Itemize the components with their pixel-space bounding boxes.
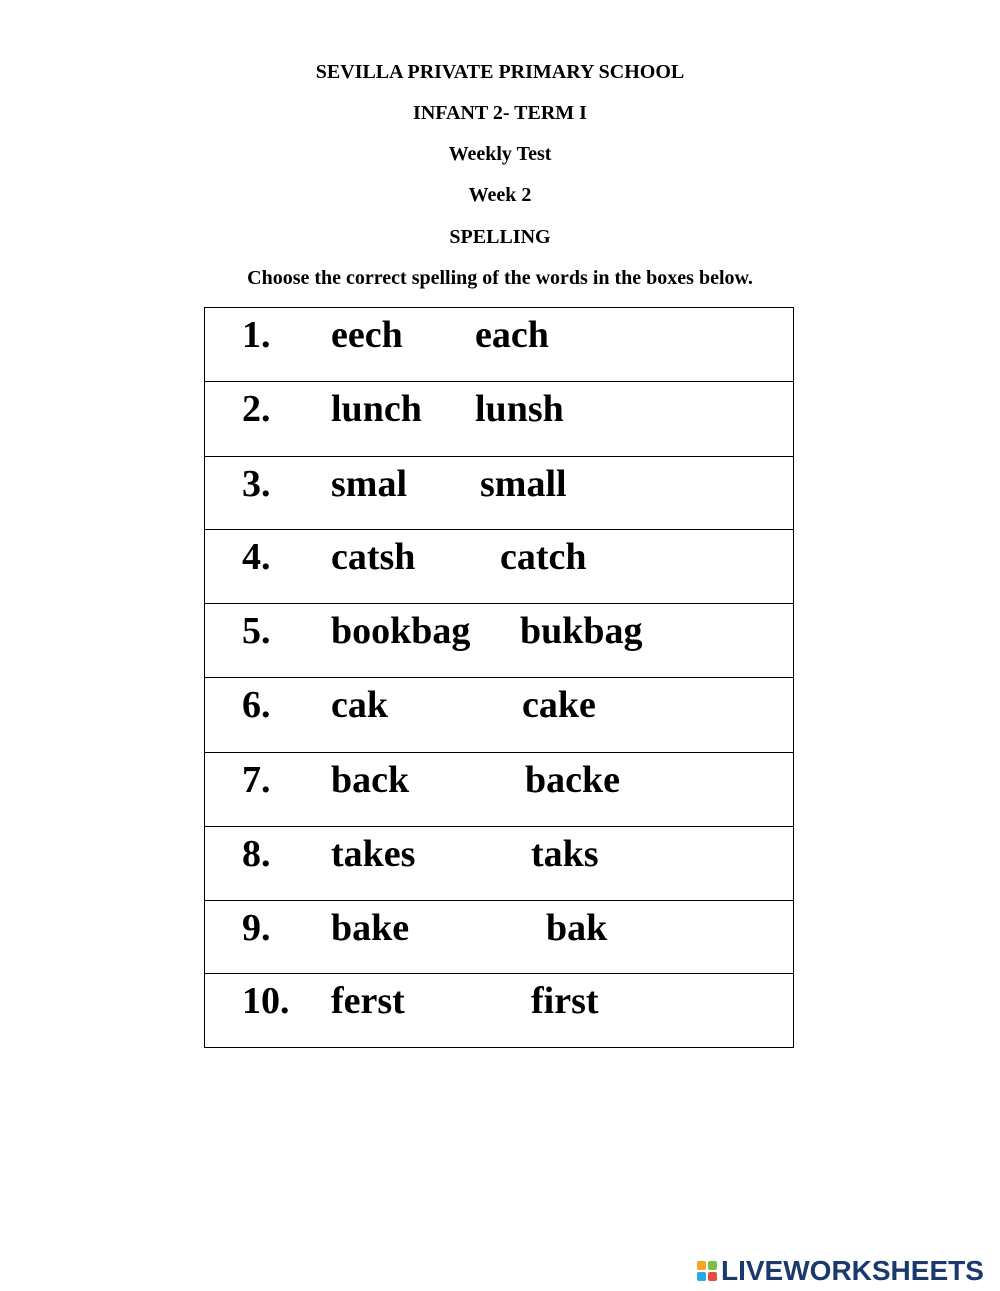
option-a[interactable]: takes [331,833,416,875]
item-number: 3. [242,463,271,505]
option-b[interactable]: backe [525,759,620,801]
option-b[interactable]: bak [546,907,608,949]
table-row [205,753,793,827]
option-a[interactable]: lunch [331,388,422,430]
logo-mark-square [697,1261,706,1270]
option-a[interactable]: bake [331,907,410,949]
liveworksheets-logo [697,1256,984,1286]
item-number: 4. [242,536,271,578]
table-row [205,974,793,1047]
table-row [205,678,793,753]
table-row [205,382,793,457]
option-a[interactable]: smal [331,463,407,505]
option-b[interactable]: taks [531,833,599,875]
item-number: 7. [242,759,271,801]
item-number: 6. [242,684,271,726]
option-a[interactable]: ferst [331,980,405,1022]
option-a[interactable]: back [331,759,410,801]
logo-mark-square [708,1272,717,1281]
item-number: 5. [242,610,271,652]
week-label: Week 2 [468,184,532,206]
spelling-table [204,307,794,1048]
option-b[interactable]: catch [500,536,587,578]
table-row [205,457,793,530]
logo-mark-icon [697,1261,717,1281]
table-row [205,604,793,678]
item-number: 9. [242,907,271,949]
table-row [205,308,793,382]
option-a[interactable]: cak [331,684,388,726]
option-b[interactable]: lunsh [475,388,564,430]
item-number: 2. [242,388,271,430]
test-type: Weekly Test [448,143,552,165]
class-term: INFANT 2- TERM I [413,102,587,124]
option-a[interactable]: catsh [331,536,416,578]
logo-mark-square [708,1261,717,1270]
option-b[interactable]: first [531,980,599,1022]
item-number: 1. [242,314,271,356]
option-b[interactable]: small [480,463,567,505]
option-a[interactable]: bookbag [331,610,471,652]
school-name: SEVILLA PRIVATE PRIMARY SCHOOL [315,61,685,83]
table-row [205,901,793,974]
logo-text: LIVEWORKSHEETS [721,1255,984,1286]
option-a[interactable]: eech [331,314,403,356]
logo-mark-square [697,1272,706,1281]
item-number: 8. [242,833,271,875]
option-b[interactable]: cake [522,684,596,726]
table-row [205,827,793,901]
option-b[interactable]: bukbag [520,610,643,652]
instruction-text: Choose the correct spelling of the words in the boxes below. [247,267,753,289]
table-row [205,530,793,604]
option-b[interactable]: each [475,314,549,356]
subject-title: SPELLING [449,226,551,248]
item-number: 10. [242,980,290,1022]
